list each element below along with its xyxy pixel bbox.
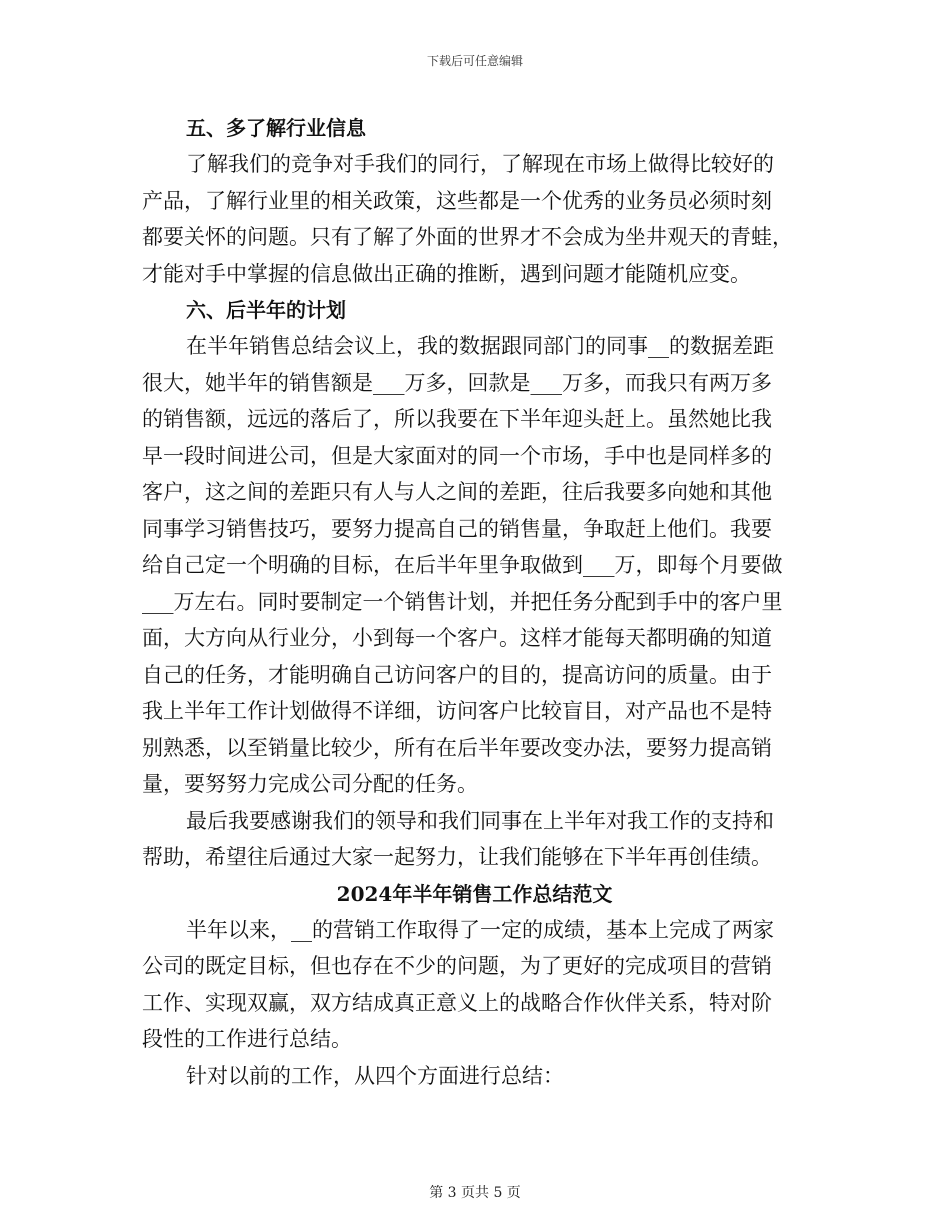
- article-title: 2024年半年销售工作总结范文: [336, 881, 613, 906]
- text-line: 量，要努努力完成公司分配的任务。: [142, 772, 478, 796]
- text-line: 半年以来，__的营销工作取得了一定的成绩，基本上完成了两家: [186, 917, 774, 942]
- text-line: 才能对手中掌握的信息做出正确的推断，遇到问题才能随机应变。: [142, 261, 751, 286]
- text-line: 的销售额，远远的落后了，所以我要在下半年迎头赶上。虽然她比我: [142, 407, 772, 431]
- text-line: 工作、实现双赢，双方结成真正意义上的战略合作伙伴关系，特对阶: [142, 990, 772, 1015]
- page-footer: 第 3 页共 5 页: [429, 1185, 521, 1201]
- text-line: 都要关怀的问题。只有了解了外面的世界才不会成为坐井观天的青蛙，: [142, 225, 793, 249]
- text-line: ___万左右。同时要制定一个销售计划，并把任务分配到手中的客户里: [142, 589, 783, 614]
- text-line: 帮助，希望往后通过大家一起努力，让我们能够在下半年再创佳绩。: [142, 845, 772, 869]
- section-6-paragraph-2: [142, 803, 807, 876]
- text-line: 了解我们的竞争对手我们的同行，了解现在市场上做得比较好的: [186, 152, 774, 176]
- section-5-paragraph: [142, 146, 807, 292]
- article-paragraph-1: [142, 912, 807, 1058]
- text-line: 客户，这之间的差距只有人与人之间的差距，往后我要多向她和其他: [142, 480, 772, 504]
- text-line: 同事学习销售技巧，要努力提高自己的销售量，争取赶上他们。我要: [142, 516, 772, 541]
- page-header: 下载后可任意编辑: [426, 54, 523, 68]
- text-line: 别熟悉，以至销量比较少，所有在后半年要改变办法，要努力提高销: [142, 735, 772, 760]
- text-line: 产品，了解行业里的相关政策，这些都是一个优秀的业务员必须时刻: [142, 188, 772, 213]
- text-line: 早一段时间进公司，但是大家面对的同一个市场，手中也是同样多的: [142, 443, 772, 468]
- text-line: 给自己定一个明确的目标，在后半年里争取做到___万，即每个月要做: [142, 553, 783, 577]
- text-line: 我上半年工作计划做得不详细，访问客户比较盲目，对产品也不是特: [142, 699, 772, 723]
- text-line: 很大，她半年的销售额是___万多，回款是___万多，而我只有两万多: [142, 370, 772, 395]
- document-body: [142, 110, 807, 1094]
- article-paragraph-2: [142, 1058, 807, 1095]
- text-line: 面，大方向从行业分，小到每一个客户。这样才能每天都明确的知道: [142, 626, 772, 650]
- text-line: 在半年销售总结会议上，我的数据跟同部门的同事__的数据差距: [186, 334, 774, 358]
- section-heading-5: 五、多了解行业信息: [186, 116, 366, 140]
- text-line: 公司的既定目标，但也存在不少的问题，为了更好的完成项目的营销: [142, 954, 772, 978]
- text-line: 针对以前的工作，从四个方面进行总结：: [186, 1063, 564, 1088]
- text-line: 最后我要感谢我们的领导和我们同事在上半年对我工作的支持和: [186, 808, 774, 833]
- section-6-paragraph-1: [142, 328, 807, 803]
- text-line: 自己的任务，才能明确自己访问客户的目的，提高访问的质量。由于: [142, 662, 772, 687]
- text-line: 段性的工作进行总结。: [142, 1027, 352, 1051]
- section-heading-6: 六、后半年的计划: [186, 298, 346, 322]
